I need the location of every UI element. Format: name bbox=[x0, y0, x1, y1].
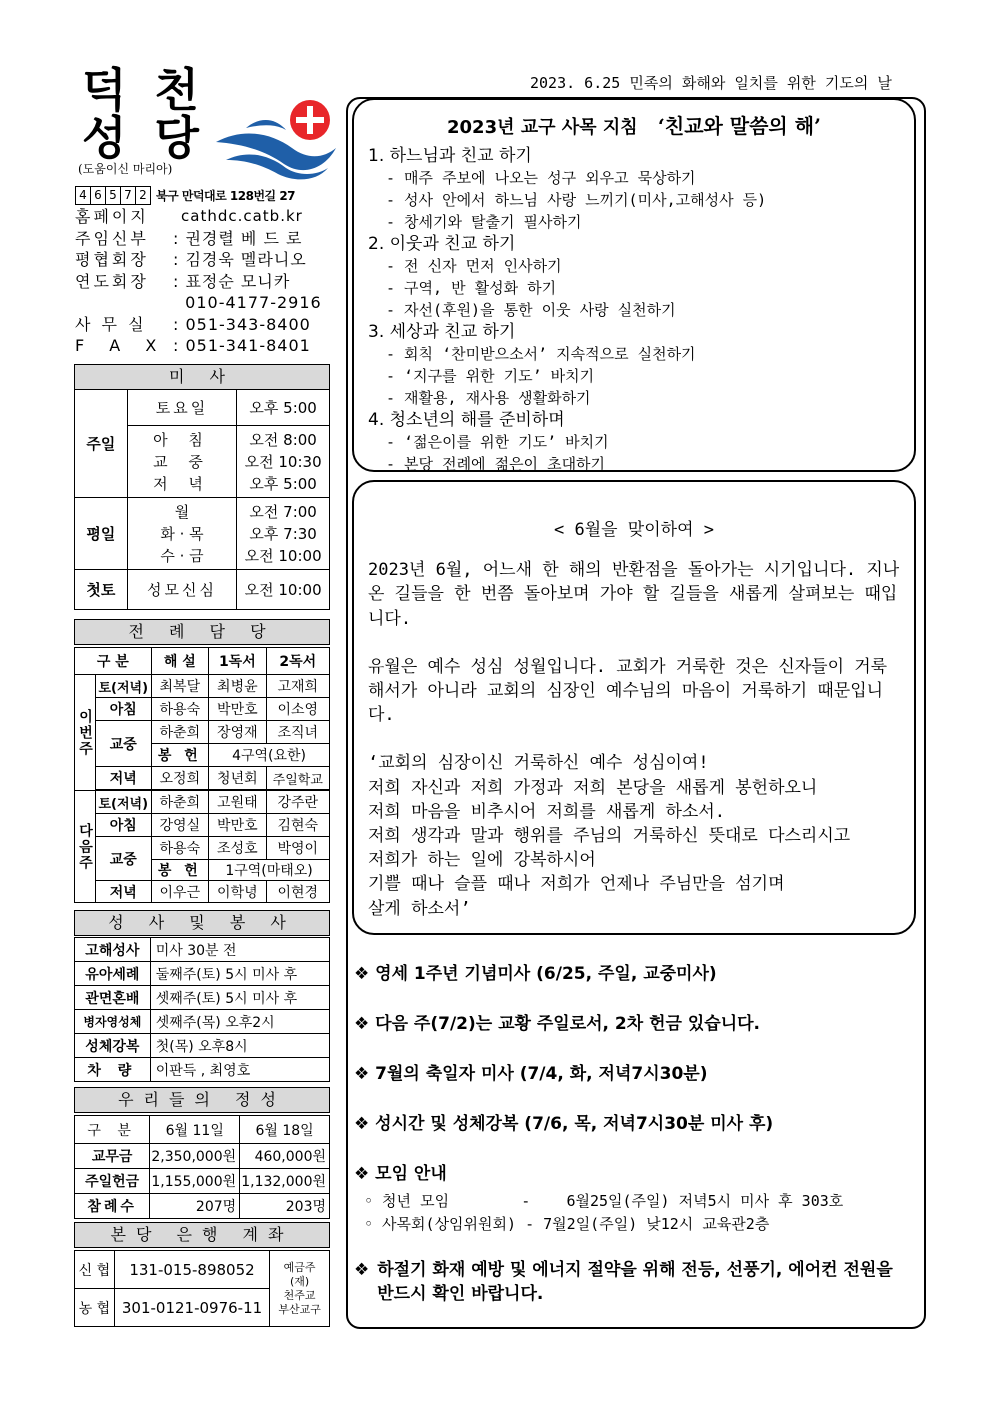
liturgy-cell: 박만호 bbox=[209, 814, 266, 837]
address-text: 북구 만덕대로 128번길 27 bbox=[156, 189, 296, 203]
offering-value: 460,000원 bbox=[240, 1144, 330, 1169]
bank-name: 농 협 bbox=[75, 1289, 115, 1327]
diamond-bullet-icon: ❖ bbox=[354, 1014, 370, 1034]
service-value: 미사 30분 전 bbox=[150, 938, 329, 962]
church-name-line2: 성 당 bbox=[82, 111, 205, 165]
mass-day: 월 화 · 목 수 · 금 bbox=[127, 498, 236, 570]
postal-address bbox=[75, 186, 295, 205]
guideline-section bbox=[368, 321, 900, 409]
notice-item bbox=[354, 1258, 914, 1306]
guideline-item: - 창세기와 탈출기 필사하기 bbox=[386, 213, 582, 231]
table-row bbox=[75, 1144, 330, 1169]
info-row bbox=[75, 249, 322, 271]
notice-text: 모임 안내 bbox=[375, 1164, 447, 1184]
table-row bbox=[75, 881, 330, 903]
bank-account: 301-0121-0976-11 bbox=[114, 1289, 269, 1327]
table-row bbox=[75, 986, 330, 1010]
mass-section-title: 미 사 bbox=[74, 364, 330, 390]
liturgy-header: 구 분 bbox=[75, 648, 152, 675]
date-line: 2023. 6.25 민족의 화해와 일치를 위한 기도의 날 bbox=[530, 74, 892, 92]
table-row bbox=[75, 648, 330, 675]
notice-text: 다음 주(7/2)는 교황 주일로서, 2차 헌금 있습니다. bbox=[375, 1014, 761, 1034]
table-row bbox=[75, 675, 330, 698]
liturgy-cell: 토(저녁) bbox=[96, 675, 152, 698]
notices bbox=[354, 962, 914, 1332]
liturgy-table bbox=[74, 647, 330, 903]
mass-time: 오전 7:00 오후 7:30 오전 10:00 bbox=[237, 498, 330, 570]
guideline-item: - 재활용, 재사용 생활화하기 bbox=[386, 389, 591, 407]
info-row bbox=[75, 206, 322, 228]
mass-day: 성모신심 bbox=[127, 570, 236, 610]
info-label: F A X bbox=[75, 336, 167, 355]
info-value: : 표정순 모니카 bbox=[173, 271, 291, 291]
liturgy-cell: 조직녀 bbox=[266, 721, 329, 744]
info-value: : 김경욱 멜라니오 bbox=[173, 250, 307, 269]
mass-first-sat-label: 첫토 bbox=[75, 570, 128, 610]
june-title: < 6월을 맞이하여 > bbox=[554, 520, 714, 540]
offering-value: 203명 bbox=[240, 1194, 330, 1219]
liturgy-cell: 1구역(마태오) bbox=[209, 860, 330, 881]
liturgy-cell: 강주란 bbox=[266, 791, 329, 814]
guideline-item: - 구역, 반 활성화 하기 bbox=[386, 279, 557, 297]
service-value: 셋째주(목) 오후2시 bbox=[150, 1010, 329, 1034]
liturgy-cell: 저녁 bbox=[96, 767, 152, 790]
liturgy-cell: 박만호 bbox=[209, 698, 266, 721]
homepage-link[interactable]: cathdc.catb.kr bbox=[181, 207, 303, 225]
sacraments-section-title: 성 사 및 봉 사 bbox=[74, 910, 330, 936]
guideline-item: - 본당 전례에 젊은이 초대하기 bbox=[386, 455, 606, 473]
service-value: 첫(목) 오후8시 bbox=[150, 1034, 329, 1058]
table-row bbox=[75, 498, 330, 570]
liturgy-cell: 아침 bbox=[96, 814, 152, 837]
table-row bbox=[75, 1010, 330, 1034]
notice-text: 7월의 축일자 미사 (7/4, 화, 저녁7시30분) bbox=[375, 1064, 708, 1084]
liturgy-cell: 박영이 bbox=[266, 837, 329, 860]
next-week-label: 다음주 bbox=[75, 791, 96, 903]
mass-day: 토요일 bbox=[127, 390, 236, 426]
mass-time: 오전 8:00 오전 10:30 오후 5:00 bbox=[237, 426, 330, 498]
info-label: 평협회장 bbox=[75, 250, 149, 269]
liturgy-cell: 봉 헌 bbox=[151, 744, 209, 767]
liturgy-cell: 아침 bbox=[96, 698, 152, 721]
liturgy-cell: 이소영 bbox=[266, 698, 329, 721]
info-row bbox=[75, 335, 322, 357]
notice-item bbox=[354, 962, 914, 986]
service-label: 성체강복 bbox=[75, 1034, 151, 1058]
mass-table bbox=[74, 389, 330, 610]
fax-number: : 051-341-8401 bbox=[173, 336, 311, 355]
mass-day: 아 침 교 중 저 녁 bbox=[127, 426, 236, 498]
liturgy-cell: 이현경 bbox=[266, 881, 329, 903]
liturgy-cell: 이학녕 bbox=[209, 881, 266, 903]
meeting-line: ◦ 사목회(상임위원회) - 7월2일(주일) 낮12시 교육관2층 bbox=[364, 1215, 770, 1233]
table-row bbox=[75, 1058, 330, 1082]
pastoral-guideline-box bbox=[352, 98, 916, 472]
liturgy-cell: 최복달 bbox=[151, 675, 209, 698]
offerings-section-title: 우리들의 정성 bbox=[74, 1087, 330, 1113]
mass-weekday-label: 평일 bbox=[75, 498, 128, 570]
liturgy-cell: 청년회 bbox=[209, 767, 266, 790]
service-label: 유아세례 bbox=[75, 962, 151, 986]
info-row bbox=[75, 271, 322, 293]
diamond-bullet-icon: ❖ bbox=[354, 1114, 370, 1134]
offering-header: 6월 11일 bbox=[150, 1116, 240, 1144]
june-prayer: ‘교회의 심장이신 거룩하신 예수 성심이여! 저희 자신과 저희 가정과 저희 본당을 새롭게 봉헌하오니 저희 마음을 비추시어 저희를 새롭게 하소서. 저희 생각과 말과 행위를 주님의 거룩하신 뜻대로 다스리시고 저희가 하는 일에 강복하시어 기쁠 때나 슬플 때나 저희가 언제나 주님만을 섬기며 살게 하소서’ bbox=[368, 753, 851, 919]
guideline-title-plain: 2023년 교구 사목 지침 bbox=[447, 117, 638, 138]
notice-text: 영세 1주년 기념미사 (6/25, 주일, 교중미사) bbox=[375, 964, 717, 984]
service-value: 셋째주(토) 5시 미사 후 bbox=[150, 986, 329, 1010]
table-row bbox=[75, 767, 330, 790]
table-row bbox=[75, 814, 330, 837]
postal-digit: 6 bbox=[90, 186, 106, 205]
liturgy-cell: 봉 헌 bbox=[151, 860, 209, 881]
table-row bbox=[75, 837, 330, 860]
notice-item bbox=[354, 1012, 914, 1036]
table-row bbox=[75, 962, 330, 986]
guideline-heading: 1. 하느님과 친교 하기 bbox=[368, 146, 532, 166]
liturgy-cell: 오정희 bbox=[151, 767, 209, 790]
table-row bbox=[75, 570, 330, 610]
liturgy-cell: 하춘희 bbox=[151, 791, 209, 814]
sacraments-table bbox=[74, 937, 330, 1082]
account-holder: 예금주 (재) 천주교 부산교구 bbox=[270, 1251, 330, 1327]
table-row bbox=[75, 698, 330, 721]
bank-table bbox=[74, 1250, 330, 1327]
postal-digit: 2 bbox=[135, 186, 151, 205]
offering-value: 1,155,000원 bbox=[150, 1169, 240, 1194]
guideline-title-quote: ‘친교와 말씀의 해’ bbox=[657, 114, 821, 138]
notice-item bbox=[354, 1112, 914, 1136]
diamond-bullet-icon: ❖ bbox=[354, 1260, 370, 1280]
mass-time: 오후 5:00 bbox=[237, 390, 330, 426]
offering-label: 주일헌금 bbox=[75, 1169, 150, 1194]
liturgy-cell: 교중 bbox=[96, 837, 152, 881]
guideline-item: - ‘젊은이를 위한 기도’ 바치기 bbox=[386, 433, 609, 451]
table-row bbox=[75, 938, 330, 962]
table-row bbox=[75, 1034, 330, 1058]
liturgy-cell: 주일학교 bbox=[266, 767, 329, 790]
postal-digit: 7 bbox=[120, 186, 136, 205]
mass-sunday-label: 주일 bbox=[75, 390, 128, 498]
liturgy-cell: 토(저녁) bbox=[96, 791, 152, 814]
notice-text: 성시간 및 성체강복 (7/6, 목, 저녁7시30분 미사 후) bbox=[375, 1114, 774, 1134]
offering-header: 6월 18일 bbox=[240, 1116, 330, 1144]
info-label: 주임신부 bbox=[75, 228, 149, 248]
offering-value: 1,132,000원 bbox=[240, 1169, 330, 1194]
church-motto: (도움이신 마리아) bbox=[78, 162, 173, 176]
service-value: 이판득 , 최영호 bbox=[150, 1058, 329, 1082]
notice-item bbox=[354, 1062, 914, 1086]
liturgy-cell: 강영실 bbox=[151, 814, 209, 837]
service-label: 병자영성체 bbox=[75, 1010, 151, 1034]
parish-info bbox=[75, 206, 322, 357]
june-message-box bbox=[352, 480, 916, 935]
guideline-section bbox=[368, 409, 900, 475]
liturgy-cell: 하용숙 bbox=[151, 698, 209, 721]
offering-header: 구 분 bbox=[75, 1116, 150, 1144]
table-row bbox=[75, 390, 330, 426]
liturgy-cell: 교중 bbox=[96, 721, 152, 767]
liturgy-cell: 이우근 bbox=[151, 881, 209, 903]
diamond-bullet-icon: ❖ bbox=[354, 1164, 370, 1184]
postal-digit: 4 bbox=[75, 186, 91, 205]
service-label: 관면혼배 bbox=[75, 986, 151, 1010]
bank-name: 신 협 bbox=[75, 1251, 115, 1289]
offering-label: 참례수 bbox=[75, 1194, 150, 1219]
info-row bbox=[75, 314, 322, 336]
guideline-heading: 4. 청소년의 해를 준비하며 bbox=[368, 410, 565, 430]
service-value: 둘째주(토) 5시 미사 후 bbox=[150, 962, 329, 986]
table-row bbox=[75, 1116, 330, 1144]
june-paragraph: 2023년 6월, 어느새 한 해의 반환점을 돌아가는 시기입니다. 지나온 길들을 한 번쯤 돌아보며 가야 할 길들을 새롭게 살펴보는 때입니다. bbox=[368, 560, 900, 629]
service-label: 고해성사 bbox=[75, 938, 151, 962]
offering-label: 교무금 bbox=[75, 1144, 150, 1169]
guideline-item: - 성사 안에서 하느님 사랑 느끼기(미사,고해성사 등) bbox=[386, 191, 767, 209]
liturgy-cell: 4구역(요한) bbox=[209, 744, 330, 767]
info-value: 010-4177-2916 bbox=[173, 293, 322, 312]
church-name-line1: 덕 천 bbox=[82, 63, 205, 117]
table-row bbox=[75, 1194, 330, 1219]
mass-time: 오전 10:00 bbox=[237, 570, 330, 610]
offerings-table bbox=[74, 1115, 330, 1219]
postal-digit: 5 bbox=[105, 186, 121, 205]
meeting-line: ◦ 청년 모임 - 6월25일(주일) 저녁5시 미사 후 303호 bbox=[364, 1192, 844, 1210]
offering-value: 2,350,000원 bbox=[150, 1144, 240, 1169]
table-row bbox=[75, 1251, 330, 1289]
liturgy-header: 해 설 bbox=[151, 648, 209, 675]
offering-value: 207명 bbox=[150, 1194, 240, 1219]
bank-section-title: 본당 은행 계좌 bbox=[74, 1222, 330, 1248]
bank-account: 131-015-898052 bbox=[114, 1251, 269, 1289]
june-paragraph: 유월은 예수 성심 성월입니다. 교회가 거룩한 것은 신자들이 거룩해서가 아니라 교회의 심장인 예수님의 마음이 거룩하기 때문입니다. bbox=[368, 656, 888, 726]
guideline-item: - 회칙 ‘찬미받으소서’ 지속적으로 실천하기 bbox=[386, 345, 696, 363]
info-row bbox=[75, 292, 322, 314]
liturgy-cell: 김현숙 bbox=[266, 814, 329, 837]
this-week-label: 이번주 bbox=[75, 675, 96, 791]
info-label: 연도회장 bbox=[75, 271, 149, 291]
guideline-heading: 3. 세상과 친교 하기 bbox=[368, 322, 516, 342]
guideline-item: - 매주 주보에 나오는 성구 외우고 묵상하기 bbox=[386, 169, 696, 187]
table-row bbox=[75, 1169, 330, 1194]
notice-text: 하절기 화재 예방 및 에너지 절약을 위해 전등, 선풍기, 에어컨 전원을 반드시 확인 바랍니다. bbox=[377, 1260, 893, 1304]
table-row bbox=[75, 791, 330, 814]
info-value: : 권경렬 베 드 로 bbox=[173, 228, 303, 248]
liturgy-cell: 장영재 bbox=[209, 721, 266, 744]
liturgy-cell: 최병윤 bbox=[209, 675, 266, 698]
liturgy-cell: 고원태 bbox=[209, 791, 266, 814]
table-row bbox=[75, 721, 330, 744]
guideline-item: - 전 신자 먼저 인사하기 bbox=[386, 257, 562, 275]
guideline-item: - ‘지구를 위한 기도’ 바치기 bbox=[386, 367, 595, 385]
diamond-bullet-icon: ❖ bbox=[354, 964, 370, 984]
liturgy-cell: 하용숙 bbox=[151, 837, 209, 860]
guideline-title bbox=[368, 110, 900, 139]
liturgy-cell: 조성호 bbox=[209, 837, 266, 860]
notice-item bbox=[354, 1162, 914, 1186]
guideline-section bbox=[368, 233, 900, 321]
diocese-logo-icon bbox=[212, 98, 340, 184]
guideline-section bbox=[368, 145, 900, 233]
service-label: 차 량 bbox=[75, 1058, 151, 1082]
guideline-heading: 2. 이웃과 친교 하기 bbox=[368, 234, 516, 254]
liturgy-cell: 고재희 bbox=[266, 675, 329, 698]
guideline-item: - 자선(후원)을 통한 이웃 사랑 실천하기 bbox=[386, 301, 676, 319]
liturgy-header: 1독서 bbox=[209, 648, 266, 675]
info-row bbox=[75, 228, 322, 250]
liturgy-cell: 하춘희 bbox=[151, 721, 209, 744]
diamond-bullet-icon: ❖ bbox=[354, 1064, 370, 1084]
liturgy-header: 2독서 bbox=[266, 648, 329, 675]
liturgy-cell: 저녁 bbox=[96, 881, 152, 903]
info-label: 사 무 실 bbox=[75, 314, 147, 334]
liturgy-section-title: 전 례 담 당 bbox=[74, 619, 330, 645]
info-label: 홈페이지 bbox=[75, 207, 149, 226]
info-label bbox=[75, 292, 173, 314]
office-phone: : 051-343-8400 bbox=[173, 314, 311, 334]
